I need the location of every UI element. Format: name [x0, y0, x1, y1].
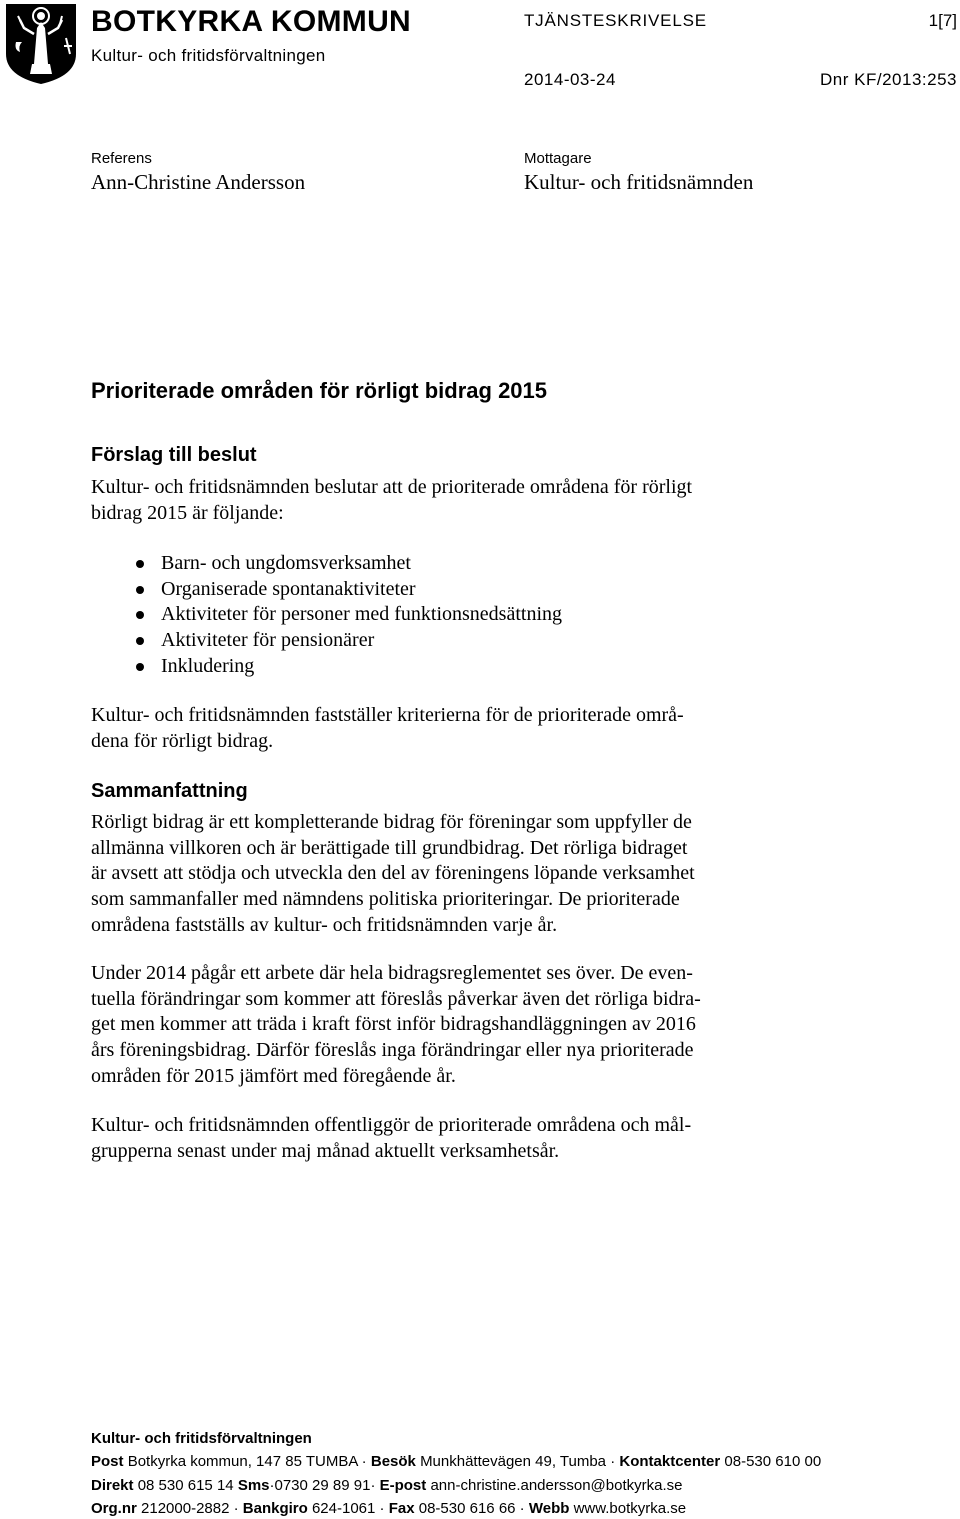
footer-email-link[interactable]: ann-christine.andersson@botkyrka.se — [430, 1477, 683, 1494]
list-item: Organiserade spontanaktiviteter — [91, 577, 562, 603]
summary-paragraph-2 — [91, 961, 701, 1090]
footer-line-3: Org.nr 212000-2882 · Bankgiro 624-1061 · Fax 08-530 616 66 · Webb www.botkyrka.se — [91, 1500, 687, 1517]
proposal-intro — [91, 475, 692, 526]
text-line: grupperna senast under maj månad aktuellt verksamhetsår. — [91, 1139, 560, 1162]
text-line: områden för 2015 jämfört med föregående år. — [91, 1064, 456, 1087]
summary-heading: Sammanfattning — [91, 780, 248, 802]
footer-line-1: Post Botkyrka kommun, 147 85 TUMBA · Besök Munkhättevägen 49, Tumba · Kontaktcenter 08-530 610 00 — [91, 1453, 822, 1470]
footer-department: Kultur- och fritidsförvaltningen — [91, 1430, 312, 1447]
reference-label: Referens — [91, 150, 152, 167]
diary-number: Dnr KF/2013:253 — [820, 70, 957, 89]
municipality-name: BOTKYRKA KOMMUN — [91, 5, 412, 38]
text-line: som sammanfaller med nämndens politiska prioriteringar. De prioriterade — [91, 888, 680, 911]
municipality-crest-logo — [4, 2, 78, 86]
text-line: Rörligt bidrag är ett kompletterande bidrag för föreningar som uppfyller de — [91, 811, 692, 833]
page-title: Prioriterade områden för rörligt bidrag 2015 — [91, 378, 548, 403]
text-line: dena för rörligt bidrag. — [91, 729, 274, 752]
bullet-icon — [136, 663, 144, 671]
text-line: Kultur- och fritidsnämnden offentliggör de prioriterade områdena och mål- — [91, 1114, 692, 1136]
summary-paragraph-1 — [91, 810, 695, 939]
proposal-heading: Förslag till beslut — [91, 444, 257, 466]
text-line: områdena fastställs av kultur- och fritidsnämnden varje år. — [91, 913, 558, 936]
text-line: get men kommer att träda i kraft först inför bidragshandläggningen av 2016 — [91, 1013, 696, 1036]
recipient-label: Mottagare — [524, 150, 592, 167]
list-item: Inkludering — [91, 654, 562, 680]
reference-name: Ann-Christine Andersson — [91, 170, 306, 194]
text-line: bidrag 2015 är följande: — [91, 501, 284, 524]
department-name: Kultur- och fritidsförvaltningen — [91, 46, 326, 65]
text-line: är avsett att stödja och utveckla den del av föreningens löpande verksamhet — [91, 862, 695, 885]
bullet-icon — [136, 637, 144, 645]
text-line: Under 2014 pågår ett arbete där hela bidragsreglementet ses över. De even- — [91, 962, 693, 984]
page-number: 1[7] — [928, 11, 957, 30]
text-line: Kultur- och fritidsnämnden beslutar att de prioriterade områdena för rörligt — [91, 476, 693, 498]
document-date: 2014-03-24 — [524, 70, 616, 89]
bullet-icon — [136, 611, 144, 619]
text-line: allmänna villkoren och är berättigade till grundbidrag. Det rörliga bidraget — [91, 836, 688, 859]
proposal-closing — [91, 703, 684, 754]
document-type: TJÄNSTESKRIVELSE — [524, 11, 707, 30]
recipient-name: Kultur- och fritidsnämnden — [524, 170, 754, 194]
summary-paragraph-3 — [91, 1113, 691, 1164]
footer-line-2: Direkt 08 530 615 14 Sms·0730 29 89 91· E-post ann-christine.andersson@botkyrka.se — [91, 1477, 683, 1494]
text-line: tuella förändringar som kommer att föreslås påverkar även det rörliga bidra- — [91, 987, 701, 1010]
footer-website-link[interactable]: www.botkyrka.se — [573, 1500, 687, 1517]
list-item: Aktiviteter för personer med funktionsnedsättning — [91, 602, 562, 628]
priority-areas-list — [91, 551, 562, 680]
list-item: Barn- och ungdomsverksamhet — [91, 551, 562, 577]
list-item: Aktiviteter för pensionärer — [91, 628, 562, 654]
bullet-icon — [136, 586, 144, 594]
bullet-icon — [136, 560, 144, 568]
text-line: Kultur- och fritidsnämnden fastställer kriterierna för de prioriterade områ- — [91, 704, 684, 726]
text-line: års föreningsbidrag. Därför föreslås inga förändringar eller nya prioriterade — [91, 1039, 694, 1062]
